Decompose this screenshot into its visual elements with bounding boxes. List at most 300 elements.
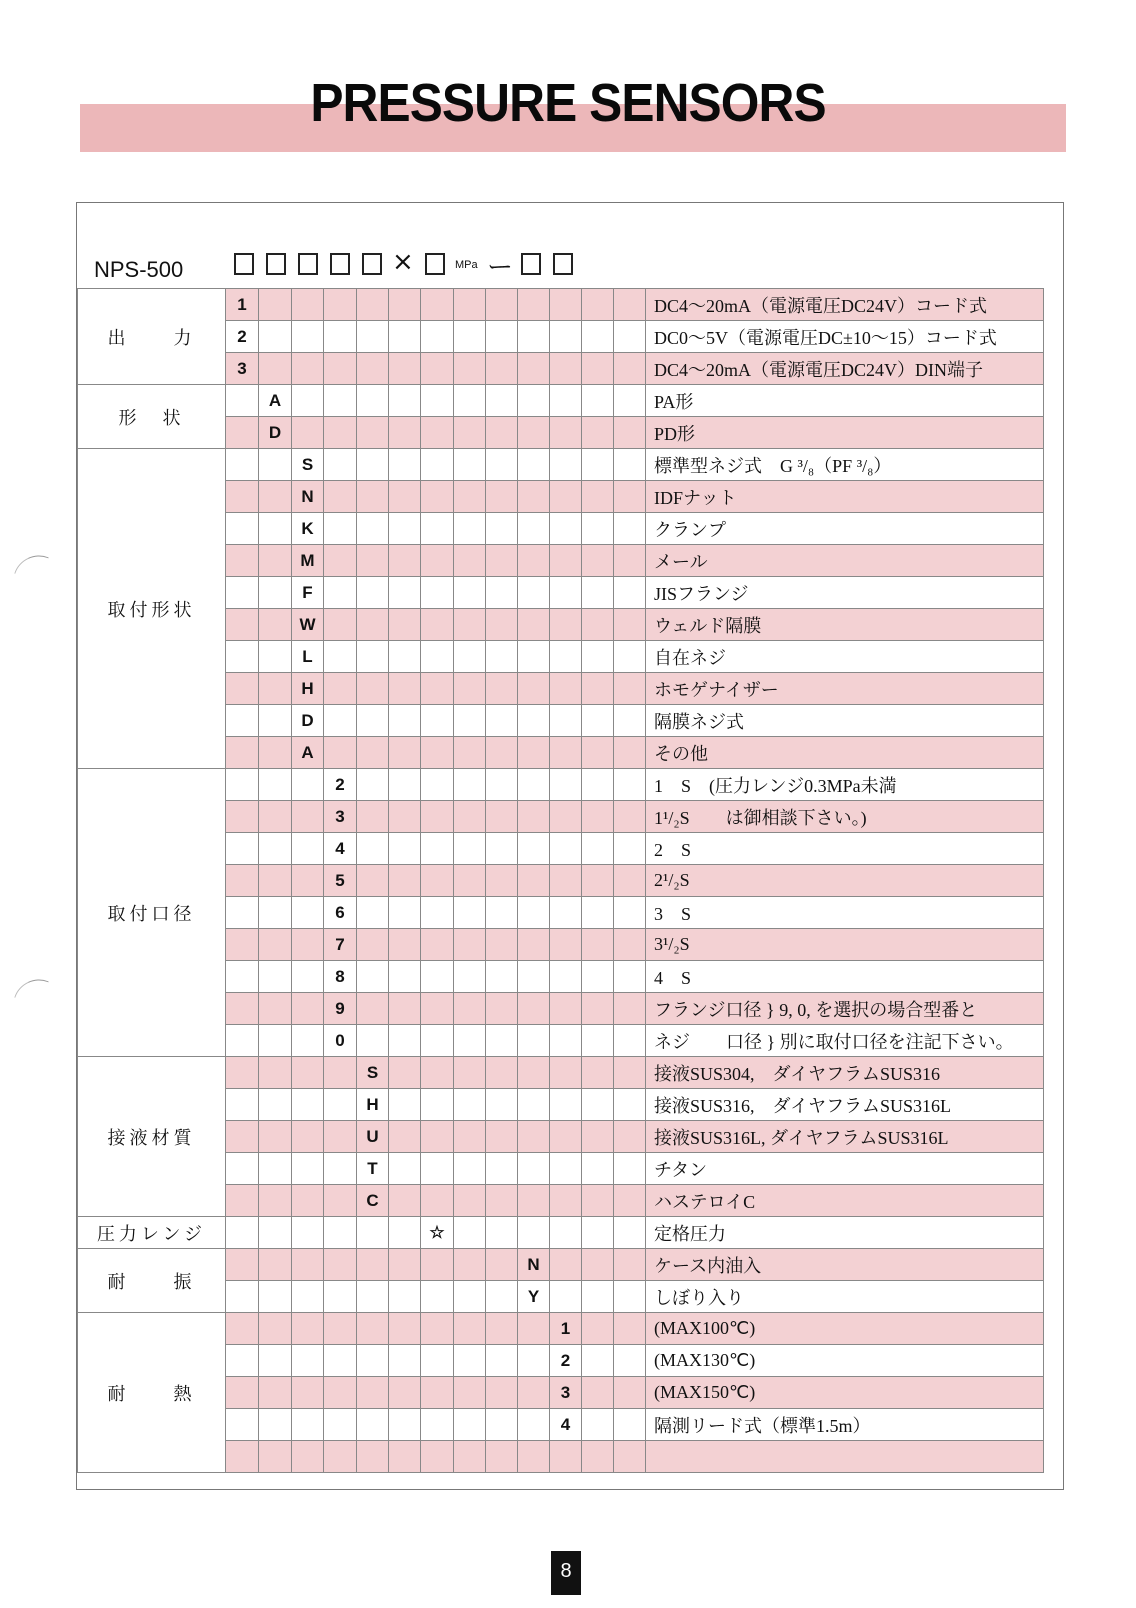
grid-cell: [421, 545, 454, 577]
grid-cell: [518, 1089, 550, 1121]
grid-cell: [357, 993, 389, 1025]
grid-cell: [389, 449, 421, 481]
grid-cell: [226, 961, 259, 993]
grid-cell: [486, 1313, 518, 1345]
option-description: PA形: [646, 385, 1044, 417]
grid-cell: [454, 737, 486, 769]
option-code: L: [292, 641, 324, 673]
option-code: 2: [226, 321, 259, 353]
option-code: H: [292, 673, 324, 705]
grid-cell: [582, 321, 614, 353]
grid-cell: [486, 481, 518, 513]
option-code: U: [357, 1121, 389, 1153]
grid-cell: [421, 385, 454, 417]
category-label: 形 状: [78, 385, 226, 449]
grid-cell: [582, 609, 614, 641]
grid-cell: [486, 1121, 518, 1153]
grid-cell: [389, 1249, 421, 1281]
grid-cell: [259, 1057, 292, 1089]
grid-cell: [292, 865, 324, 897]
grid-cell: [389, 833, 421, 865]
grid-cell: [357, 545, 389, 577]
grid-cell: [550, 865, 582, 897]
grid-cell: [550, 1249, 582, 1281]
grid-cell: [550, 1089, 582, 1121]
grid-cell: [389, 289, 421, 321]
grid-cell: [357, 705, 389, 737]
grid-cell: [324, 353, 357, 385]
spec-table: [77, 288, 1044, 1473]
grid-cell: [324, 641, 357, 673]
grid-cell: [614, 1121, 646, 1153]
grid-cell: [324, 1089, 357, 1121]
grid-cell: [582, 641, 614, 673]
grid-cell: [421, 577, 454, 609]
grid-cell: [486, 609, 518, 641]
code-box: [521, 253, 541, 275]
grid-cell: [550, 1185, 582, 1217]
grid-cell: [324, 1441, 357, 1473]
option-description: 1 S (圧力レンジ0.3MPa未満: [646, 769, 1044, 801]
grid-cell: [389, 513, 421, 545]
grid-cell: [226, 801, 259, 833]
table-row: [78, 289, 1044, 321]
grid-cell: [226, 1409, 259, 1441]
grid-cell: [292, 801, 324, 833]
grid-cell: [259, 609, 292, 641]
grid-cell: [292, 1345, 324, 1377]
grid-cell: [614, 289, 646, 321]
grid-cell: [389, 641, 421, 673]
grid-cell: [518, 737, 550, 769]
table-row: [78, 1249, 1044, 1281]
grid-cell: [292, 1217, 324, 1249]
option-code: 4: [550, 1409, 582, 1441]
option-description: (MAX150℃): [646, 1377, 1044, 1409]
grid-cell: [389, 545, 421, 577]
option-code: M: [292, 545, 324, 577]
grid-cell: [518, 897, 550, 929]
option-code: ☆: [421, 1217, 454, 1249]
grid-cell: [518, 833, 550, 865]
grid-cell: [259, 289, 292, 321]
option-description: 3 S: [646, 897, 1044, 929]
option-description: 隔膜ネジ式: [646, 705, 1044, 737]
grid-cell: [226, 1249, 259, 1281]
grid-cell: [582, 865, 614, 897]
grid-cell: [324, 1249, 357, 1281]
grid-cell: [550, 993, 582, 1025]
grid-cell: [614, 833, 646, 865]
grid-cell: [357, 1345, 389, 1377]
grid-cell: [357, 865, 389, 897]
grid-cell: [550, 801, 582, 833]
grid-cell: [486, 1025, 518, 1057]
option-code: F: [292, 577, 324, 609]
grid-cell: [226, 1313, 259, 1345]
grid-cell: [614, 1345, 646, 1377]
grid-cell: [486, 1185, 518, 1217]
grid-cell: [324, 1217, 357, 1249]
option-description: 接液SUS316L, ダイヤフラムSUS316L: [646, 1121, 1044, 1153]
grid-cell: [582, 481, 614, 513]
grid-cell: [550, 833, 582, 865]
grid-cell: [486, 513, 518, 545]
category-label: 耐 熱: [78, 1313, 226, 1473]
grid-cell: [421, 1377, 454, 1409]
grid-cell: [582, 993, 614, 1025]
grid-cell: [259, 865, 292, 897]
grid-cell: [292, 1409, 324, 1441]
grid-cell: [292, 1313, 324, 1345]
table-row: [78, 385, 1044, 417]
grid-cell: [292, 417, 324, 449]
option-description: DC0～5V（電源電圧DC±10～15）コード式: [646, 321, 1044, 353]
grid-cell: [389, 673, 421, 705]
grid-cell: [614, 961, 646, 993]
grid-cell: [226, 1281, 259, 1313]
grid-cell: [550, 321, 582, 353]
grid-cell: [486, 737, 518, 769]
grid-cell: [421, 673, 454, 705]
grid-cell: [454, 417, 486, 449]
grid-cell: [324, 1185, 357, 1217]
grid-cell: [486, 321, 518, 353]
grid-cell: [486, 1217, 518, 1249]
grid-cell: [454, 1409, 486, 1441]
grid-cell: [518, 289, 550, 321]
grid-cell: [518, 481, 550, 513]
grid-cell: [226, 929, 259, 961]
option-description: しぼり入り: [646, 1281, 1044, 1313]
grid-cell: [357, 641, 389, 673]
grid-cell: [614, 577, 646, 609]
code-box: [553, 253, 573, 275]
grid-cell: [454, 353, 486, 385]
grid-cell: [259, 481, 292, 513]
grid-cell: [614, 673, 646, 705]
grid-cell: [421, 1249, 454, 1281]
grid-cell: [357, 897, 389, 929]
grid-cell: [226, 769, 259, 801]
grid-cell: [582, 801, 614, 833]
grid-cell: [518, 417, 550, 449]
grid-cell: [454, 321, 486, 353]
grid-cell: [357, 769, 389, 801]
grid-cell: [454, 705, 486, 737]
grid-cell: [486, 1345, 518, 1377]
category-label: 取付口径: [78, 769, 226, 1057]
grid-cell: [259, 833, 292, 865]
grid-cell: [421, 1281, 454, 1313]
grid-cell: [518, 865, 550, 897]
grid-cell: [614, 1089, 646, 1121]
grid-cell: [518, 321, 550, 353]
grid-cell: [518, 1057, 550, 1089]
grid-cell: [421, 705, 454, 737]
grid-cell: [357, 1441, 389, 1473]
grid-cell: [259, 1409, 292, 1441]
grid-cell: [357, 1217, 389, 1249]
grid-cell: [518, 1185, 550, 1217]
grid-cell: [389, 1089, 421, 1121]
grid-cell: [324, 1377, 357, 1409]
grid-cell: [454, 1281, 486, 1313]
grid-cell: [389, 481, 421, 513]
grid-cell: [486, 1441, 518, 1473]
grid-cell: [486, 417, 518, 449]
grid-cell: [389, 1185, 421, 1217]
grid-cell: [421, 289, 454, 321]
option-description: 接液SUS316, ダイヤフラムSUS316L: [646, 1089, 1044, 1121]
grid-cell: [226, 609, 259, 641]
grid-cell: [454, 641, 486, 673]
grid-cell: [357, 961, 389, 993]
option-description: ハステロイC: [646, 1185, 1044, 1217]
grid-cell: [614, 1025, 646, 1057]
model-code-header: [77, 203, 1063, 288]
grid-cell: [550, 897, 582, 929]
option-code: 0: [324, 1025, 357, 1057]
grid-cell: [226, 1377, 259, 1409]
grid-cell: [324, 481, 357, 513]
grid-cell: [582, 1409, 614, 1441]
code-box: [266, 253, 286, 275]
grid-cell: [486, 993, 518, 1025]
grid-cell: [454, 673, 486, 705]
grid-cell: [226, 1025, 259, 1057]
grid-cell: [518, 641, 550, 673]
option-description: 標準型ネジ式 G ³/₈（PF ³/₈）: [646, 449, 1044, 481]
option-code: 1: [226, 289, 259, 321]
grid-cell: [518, 1153, 550, 1185]
grid-cell: [259, 513, 292, 545]
option-code: 6: [324, 897, 357, 929]
grid-cell: [550, 705, 582, 737]
grid-cell: [614, 929, 646, 961]
grid-cell: [226, 1089, 259, 1121]
grid-cell: [421, 1345, 454, 1377]
grid-cell: [614, 1281, 646, 1313]
grid-cell: [486, 961, 518, 993]
option-description: DC4～20mA（電源電圧DC24V）コード式: [646, 289, 1044, 321]
grid-cell: [421, 865, 454, 897]
grid-cell: [324, 673, 357, 705]
grid-cell: [357, 609, 389, 641]
grid-cell: [614, 1409, 646, 1441]
grid-cell: [324, 609, 357, 641]
grid-cell: [486, 897, 518, 929]
grid-cell: [226, 673, 259, 705]
grid-cell: [582, 1281, 614, 1313]
grid-cell: [324, 449, 357, 481]
grid-cell: [226, 481, 259, 513]
grid-cell: [518, 1121, 550, 1153]
grid-cell: [357, 577, 389, 609]
grid-cell: [518, 801, 550, 833]
grid-cell: [614, 865, 646, 897]
grid-cell: [486, 1409, 518, 1441]
grid-cell: [550, 513, 582, 545]
option-description: [646, 1441, 1044, 1473]
page-number: 8: [551, 1551, 581, 1595]
grid-cell: [582, 353, 614, 385]
grid-cell: [292, 993, 324, 1025]
grid-cell: [389, 417, 421, 449]
grid-cell: [486, 929, 518, 961]
grid-cell: [324, 513, 357, 545]
grid-cell: [614, 545, 646, 577]
grid-cell: [292, 1249, 324, 1281]
grid-cell: [226, 865, 259, 897]
grid-cell: [486, 1057, 518, 1089]
grid-cell: [582, 1249, 614, 1281]
grid-cell: [389, 1217, 421, 1249]
grid-cell: [582, 897, 614, 929]
code-box: [362, 253, 382, 275]
grid-cell: [226, 897, 259, 929]
grid-cell: [486, 1089, 518, 1121]
grid-cell: [582, 1025, 614, 1057]
grid-cell: [454, 865, 486, 897]
grid-cell: [259, 1313, 292, 1345]
grid-cell: [389, 609, 421, 641]
grid-cell: [389, 993, 421, 1025]
grid-cell: [454, 801, 486, 833]
option-description: 1¹/₂S は御相談下さい。): [646, 801, 1044, 833]
grid-cell: [389, 1057, 421, 1089]
grid-cell: [357, 801, 389, 833]
grid-cell: [226, 449, 259, 481]
grid-cell: [259, 577, 292, 609]
grid-cell: [357, 353, 389, 385]
option-code: N: [518, 1249, 550, 1281]
grid-cell: [582, 1345, 614, 1377]
option-description: 自在ネジ: [646, 641, 1044, 673]
grid-cell: [226, 513, 259, 545]
grid-cell: [614, 1057, 646, 1089]
grid-cell: [259, 321, 292, 353]
grid-cell: [259, 545, 292, 577]
grid-cell: [454, 1121, 486, 1153]
grid-cell: [454, 993, 486, 1025]
grid-cell: [259, 801, 292, 833]
grid-cell: [486, 833, 518, 865]
grid-cell: [259, 673, 292, 705]
grid-cell: [582, 289, 614, 321]
code-box: [425, 253, 445, 275]
grid-cell: [486, 577, 518, 609]
option-code: A: [259, 385, 292, 417]
grid-cell: [259, 897, 292, 929]
grid-cell: [226, 737, 259, 769]
grid-cell: [454, 289, 486, 321]
grid-cell: [357, 673, 389, 705]
grid-cell: [421, 641, 454, 673]
grid-cell: [454, 513, 486, 545]
option-description: IDFナット: [646, 481, 1044, 513]
grid-cell: [226, 993, 259, 1025]
grid-cell: [614, 321, 646, 353]
grid-cell: [226, 385, 259, 417]
option-description: 隔測リード式（標準1.5m）: [646, 1409, 1044, 1441]
option-code: H: [357, 1089, 389, 1121]
grid-cell: [357, 417, 389, 449]
grid-cell: [324, 1153, 357, 1185]
grid-cell: [226, 577, 259, 609]
grid-cell: [389, 385, 421, 417]
grid-cell: [226, 545, 259, 577]
grid-cell: [292, 961, 324, 993]
grid-cell: [614, 993, 646, 1025]
grid-cell: [582, 449, 614, 481]
grid-cell: [324, 705, 357, 737]
spec-frame: [76, 202, 1064, 1490]
grid-cell: [550, 289, 582, 321]
option-code: N: [292, 481, 324, 513]
option-code: 8: [324, 961, 357, 993]
grid-cell: [357, 481, 389, 513]
grid-cell: [550, 1025, 582, 1057]
grid-cell: [292, 1281, 324, 1313]
grid-cell: [454, 1249, 486, 1281]
grid-cell: [454, 833, 486, 865]
grid-cell: [324, 1313, 357, 1345]
grid-cell: [518, 1313, 550, 1345]
grid-cell: [259, 993, 292, 1025]
grid-cell: [292, 769, 324, 801]
grid-cell: [550, 609, 582, 641]
grid-cell: [486, 1281, 518, 1313]
grid-cell: [454, 1057, 486, 1089]
grid-cell: [486, 865, 518, 897]
option-description: DC4～20mA（電源電圧DC24V）DIN端子: [646, 353, 1044, 385]
grid-cell: [582, 673, 614, 705]
grid-cell: [614, 1217, 646, 1249]
table-row: [78, 1313, 1044, 1345]
grid-cell: [259, 1185, 292, 1217]
grid-cell: [259, 1281, 292, 1313]
grid-cell: [421, 449, 454, 481]
grid-cell: [324, 385, 357, 417]
grid-cell: [324, 289, 357, 321]
option-code: 5: [324, 865, 357, 897]
grid-cell: [454, 577, 486, 609]
grid-cell: [259, 1345, 292, 1377]
grid-cell: [421, 1121, 454, 1153]
grid-cell: [357, 1313, 389, 1345]
option-code: 2: [550, 1345, 582, 1377]
grid-cell: [582, 705, 614, 737]
grid-cell: [582, 1441, 614, 1473]
grid-cell: [226, 641, 259, 673]
punch-hole-mark: [14, 972, 49, 1007]
grid-cell: [582, 1185, 614, 1217]
grid-cell: [389, 897, 421, 929]
option-code: K: [292, 513, 324, 545]
grid-cell: [292, 833, 324, 865]
grid-cell: [454, 481, 486, 513]
grid-cell: [614, 385, 646, 417]
grid-cell: [389, 801, 421, 833]
grid-cell: [324, 737, 357, 769]
code-box: [234, 253, 254, 275]
grid-cell: [614, 769, 646, 801]
grid-cell: [486, 449, 518, 481]
grid-cell: [614, 1249, 646, 1281]
grid-cell: [550, 1281, 582, 1313]
grid-cell: [259, 353, 292, 385]
